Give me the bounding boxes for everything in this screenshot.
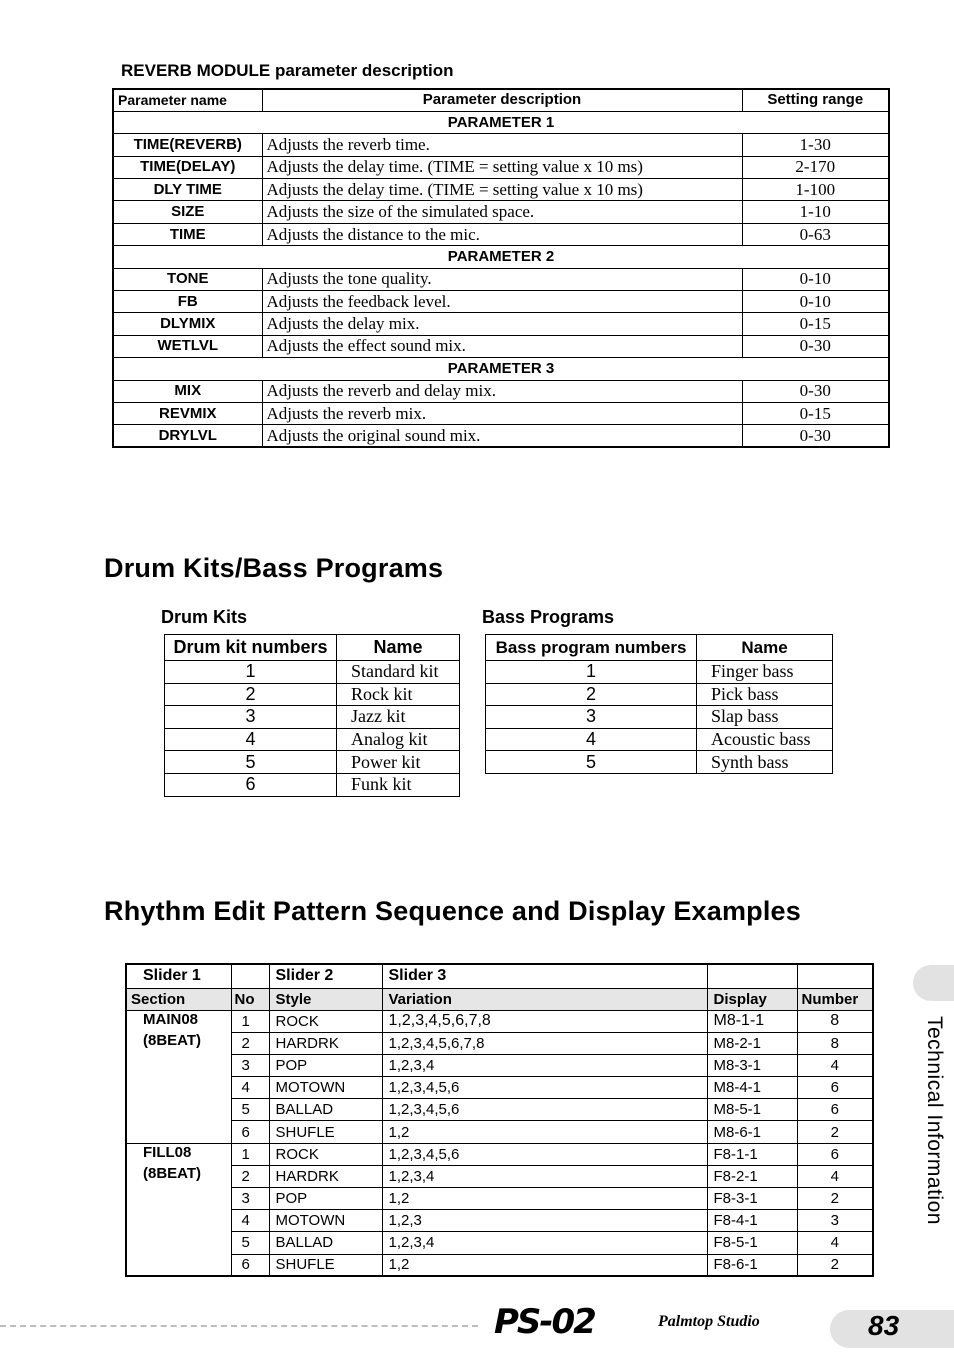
rhythm-number: 4 xyxy=(797,1054,873,1076)
parameter-name: REVMIX xyxy=(113,402,262,424)
parameter-description: Adjusts the delay time. (TIME = setting value x 10 ms) xyxy=(262,179,742,201)
bass-program-row xyxy=(486,661,833,684)
parameter-description: Adjusts the effect sound mix. xyxy=(262,335,742,357)
rhythm-number: 4 xyxy=(797,1165,873,1187)
bass-program-number: 3 xyxy=(486,706,697,729)
rhythm-variation: 1,2 xyxy=(382,1188,707,1210)
bass-program-row xyxy=(486,683,833,706)
parameter-range: 0-15 xyxy=(742,402,889,424)
rhythm-variation: 1,2,3,4 xyxy=(382,1165,707,1187)
header-bass-program-name: Name xyxy=(697,635,833,661)
bass-program-number: 1 xyxy=(486,661,697,684)
rhythm-style: MOTOWN xyxy=(269,1210,382,1232)
drum-kits-body xyxy=(165,661,460,797)
rhythm-no: 2 xyxy=(231,1165,269,1187)
header-display: Display xyxy=(707,988,797,1010)
bass-program-row xyxy=(486,706,833,729)
drum-kits-header-row xyxy=(165,635,460,661)
reverb-caption: REVERB MODULE parameter description xyxy=(121,61,454,80)
drum-kits-caption: Drum Kits xyxy=(161,607,248,627)
footer-divider xyxy=(0,1325,478,1327)
header-parameter-description: Parameter description xyxy=(262,89,742,111)
parameter-name: TONE xyxy=(113,268,262,290)
bass-programs-table xyxy=(485,634,833,774)
header-no: No xyxy=(231,988,269,1010)
rhythm-number: 6 xyxy=(797,1143,873,1165)
rhythm-variation: 1,2,3,4,5,6,7,8 xyxy=(382,1032,707,1054)
rhythm-variation: 1,2,3 xyxy=(382,1210,707,1232)
rhythm-variation: 1,2,3,4,5,6 xyxy=(382,1099,707,1121)
parameter-description: Adjusts the tone quality. xyxy=(262,268,742,290)
drum-kits-table xyxy=(164,634,460,797)
rhythm-number: 2 xyxy=(797,1188,873,1210)
parameter-name: TIME xyxy=(113,223,262,245)
rhythm-row xyxy=(126,1077,873,1099)
header-number: Number xyxy=(797,988,873,1010)
drum-kit-number: 4 xyxy=(165,728,337,751)
rhythm-column-header-row xyxy=(126,988,873,1010)
parameter-row xyxy=(113,268,889,290)
rhythm-no: 3 xyxy=(231,1188,269,1210)
parameter-group-row xyxy=(113,246,889,268)
header-drum-kit-numbers: Drum kit numbers xyxy=(165,635,337,661)
parameter-name: TIME(REVERB) xyxy=(113,134,262,156)
section-cell xyxy=(126,1210,231,1232)
section-beat: (8BEAT) xyxy=(143,1165,202,1183)
drum-kit-row xyxy=(165,683,460,706)
parameter-range: 2-170 xyxy=(742,156,889,178)
header-setting-range: Setting range xyxy=(742,89,889,111)
drum-kit-name: Jazz kit xyxy=(337,706,460,729)
parameter-description: Adjusts the original sound mix. xyxy=(262,425,742,447)
rhythm-style: POP xyxy=(269,1054,382,1076)
parameter-row xyxy=(113,156,889,178)
product-logo: PS-02 xyxy=(494,1302,595,1342)
parameter-row xyxy=(113,425,889,447)
parameter-row xyxy=(113,201,889,223)
rhythm-style: MOTOWN xyxy=(269,1077,382,1099)
rhythm-style: ROCK xyxy=(269,1143,382,1165)
rhythm-no: 1 xyxy=(231,1143,269,1165)
parameter-row xyxy=(113,380,889,402)
bass-program-name: Finger bass xyxy=(697,661,833,684)
parameter-name: FB xyxy=(113,291,262,313)
rhythm-number: 4 xyxy=(797,1232,873,1254)
rhythm-row xyxy=(126,1254,873,1276)
rhythm-no: 5 xyxy=(231,1232,269,1254)
parameter-group-row xyxy=(113,358,889,380)
header-drum-kit-name: Name xyxy=(337,635,460,661)
drum-kit-name: Standard kit xyxy=(337,661,460,684)
rhythm-style: POP xyxy=(269,1188,382,1210)
reverb-table-body xyxy=(113,111,889,447)
drum-kit-number: 1 xyxy=(165,661,337,684)
parameter-row xyxy=(113,223,889,245)
parameter-description: Adjusts the distance to the mic. xyxy=(262,223,742,245)
rhythm-style: BALLAD xyxy=(269,1232,382,1254)
section-cell xyxy=(126,1232,231,1254)
rhythm-number: 3 xyxy=(797,1210,873,1232)
parameter-row xyxy=(113,313,889,335)
rhythm-display: F8-5-1 xyxy=(707,1232,797,1254)
bass-program-row xyxy=(486,751,833,774)
drum-kit-number: 2 xyxy=(165,683,337,706)
bass-program-number: 4 xyxy=(486,728,697,751)
parameter-range: 0-30 xyxy=(742,425,889,447)
rhythm-display: M8-6-1 xyxy=(707,1121,797,1143)
rhythm-variation: 1,2,3,4 xyxy=(382,1054,707,1076)
rhythm-row xyxy=(126,1054,873,1076)
parameter-range: 0-30 xyxy=(742,335,889,357)
parameter-description: Adjusts the delay time. (TIME = setting value x 10 ms) xyxy=(262,156,742,178)
rhythm-row xyxy=(126,1099,873,1121)
rhythm-no: 2 xyxy=(231,1032,269,1054)
rhythm-variation: 1,2 xyxy=(382,1121,707,1143)
drum-kit-row xyxy=(165,728,460,751)
header-slider-3: Slider 3 xyxy=(382,964,707,988)
rhythm-row xyxy=(126,1121,873,1143)
parameter-description: Adjusts the reverb and delay mix. xyxy=(262,380,742,402)
rhythm-pattern-table xyxy=(125,963,874,1277)
rhythm-display: F8-3-1 xyxy=(707,1188,797,1210)
rhythm-row xyxy=(126,1232,873,1254)
drum-kit-number: 3 xyxy=(165,706,337,729)
section-cell xyxy=(126,1165,231,1187)
parameter-range: 0-30 xyxy=(742,380,889,402)
parameter-row xyxy=(113,134,889,156)
rhythm-no: 5 xyxy=(231,1099,269,1121)
rhythm-number: 6 xyxy=(797,1077,873,1099)
section-beat: (8BEAT) xyxy=(143,1032,202,1050)
parameter-name: DLY TIME xyxy=(113,179,262,201)
parameter-name: WETLVL xyxy=(113,335,262,357)
rhythm-row xyxy=(126,1010,873,1032)
parameter-name: MIX xyxy=(113,380,262,402)
rhythm-row xyxy=(126,1143,873,1165)
parameter-group-title: PARAMETER 1 xyxy=(113,111,889,133)
rhythm-display: F8-2-1 xyxy=(707,1165,797,1187)
bass-program-name: Slap bass xyxy=(697,706,833,729)
parameter-group-title: PARAMETER 3 xyxy=(113,358,889,380)
drum-kit-name: Funk kit xyxy=(337,773,460,796)
rhythm-variation: 1,2,3,4 xyxy=(382,1232,707,1254)
drum-kit-row xyxy=(165,773,460,796)
parameter-row xyxy=(113,335,889,357)
parameter-name: SIZE xyxy=(113,201,262,223)
reverb-header-row xyxy=(113,89,889,111)
header-section: Section xyxy=(126,988,231,1010)
rhythm-no: 6 xyxy=(231,1121,269,1143)
rhythm-no: 1 xyxy=(231,1010,269,1032)
rhythm-display: F8-6-1 xyxy=(707,1254,797,1276)
rhythm-slider-header-row xyxy=(126,964,873,988)
parameter-description: Adjusts the size of the simulated space. xyxy=(262,201,742,223)
rhythm-style: SHUFLE xyxy=(269,1254,382,1276)
page-number: 83 xyxy=(868,1310,900,1341)
parameter-name: TIME(DELAY) xyxy=(113,156,262,178)
parameter-range: 0-15 xyxy=(742,313,889,335)
bass-programs-header-row xyxy=(486,635,833,661)
header-empty-cell xyxy=(231,964,269,988)
parameter-row xyxy=(113,179,889,201)
parameter-range: 1-10 xyxy=(742,201,889,223)
parameter-range: 0-10 xyxy=(742,291,889,313)
section-cell xyxy=(126,1010,231,1032)
parameter-name: DLYMIX xyxy=(113,313,262,335)
rhythm-table-body xyxy=(126,1010,873,1276)
rhythm-variation: 1,2,3,4,5,6,7,8 xyxy=(382,1010,707,1032)
header-slider-1: Slider 1 xyxy=(143,967,201,985)
rhythm-style: ROCK xyxy=(269,1010,382,1032)
rhythm-style: HARDRK xyxy=(269,1165,382,1187)
section-name: FILL08 xyxy=(143,1143,192,1161)
rhythm-display: M8-1-1 xyxy=(707,1010,797,1032)
drum-kit-number: 5 xyxy=(165,751,337,774)
rhythm-display: M8-4-1 xyxy=(707,1077,797,1099)
parameter-description: Adjusts the reverb time. xyxy=(262,134,742,156)
section-name: MAIN08 xyxy=(143,1010,199,1028)
bass-program-name: Acoustic bass xyxy=(697,728,833,751)
drum-bass-section-title: Drum Kits/Bass Programs xyxy=(104,553,444,583)
drum-kit-row xyxy=(165,706,460,729)
rhythm-section-title: Rhythm Edit Pattern Sequence and Display Examples xyxy=(104,896,801,926)
drum-kit-row xyxy=(165,751,460,774)
section-cell xyxy=(126,1032,231,1054)
rhythm-variation: 1,2,3,4,5,6 xyxy=(382,1077,707,1099)
side-tab-label: Technical Information xyxy=(923,1016,946,1225)
header-variation: Variation xyxy=(382,988,707,1010)
header-style: Style xyxy=(269,988,382,1010)
parameter-description: Adjusts the reverb mix. xyxy=(262,402,742,424)
parameter-range: 1-30 xyxy=(742,134,889,156)
rhythm-number: 2 xyxy=(797,1254,873,1276)
rhythm-row xyxy=(126,1210,873,1232)
rhythm-variation: 1,2 xyxy=(382,1254,707,1276)
rhythm-no: 4 xyxy=(231,1210,269,1232)
rhythm-row xyxy=(126,1188,873,1210)
header-parameter-name: Parameter name xyxy=(113,89,262,111)
parameter-range: 0-10 xyxy=(742,268,889,290)
parameter-description: Adjusts the delay mix. xyxy=(262,313,742,335)
rhythm-no: 6 xyxy=(231,1254,269,1276)
parameter-group-row xyxy=(113,111,889,133)
rhythm-display: F8-1-1 xyxy=(707,1143,797,1165)
section-cell xyxy=(126,1077,231,1099)
rhythm-display: M8-2-1 xyxy=(707,1032,797,1054)
parameter-name: DRYLVL xyxy=(113,425,262,447)
parameter-description: Adjusts the feedback level. xyxy=(262,291,742,313)
bass-program-name: Pick bass xyxy=(697,683,833,706)
drum-kit-name: Power kit xyxy=(337,751,460,774)
parameter-group-title: PARAMETER 2 xyxy=(113,246,889,268)
rhythm-display: F8-4-1 xyxy=(707,1210,797,1232)
rhythm-row xyxy=(126,1032,873,1054)
rhythm-number: 2 xyxy=(797,1121,873,1143)
bass-program-name: Synth bass xyxy=(697,751,833,774)
rhythm-style: BALLAD xyxy=(269,1099,382,1121)
rhythm-row xyxy=(126,1165,873,1187)
parameter-range: 1-100 xyxy=(742,179,889,201)
header-slider-2: Slider 2 xyxy=(269,964,382,988)
header-empty-cell xyxy=(707,964,797,988)
section-cell xyxy=(126,1188,231,1210)
header-empty-cell xyxy=(797,964,873,988)
section-cell xyxy=(126,1143,231,1165)
reverb-parameter-table xyxy=(112,88,890,448)
parameter-row xyxy=(113,402,889,424)
parameter-row xyxy=(113,291,889,313)
bass-program-number: 5 xyxy=(486,751,697,774)
rhythm-no: 4 xyxy=(231,1077,269,1099)
rhythm-style: SHUFLE xyxy=(269,1121,382,1143)
section-cell xyxy=(126,1054,231,1076)
rhythm-number: 6 xyxy=(797,1099,873,1121)
drum-kit-row xyxy=(165,661,460,684)
section-cell xyxy=(126,1254,231,1276)
rhythm-number: 8 xyxy=(797,1010,873,1032)
drum-kit-name: Rock kit xyxy=(337,683,460,706)
bass-program-row xyxy=(486,728,833,751)
section-cell xyxy=(126,1121,231,1143)
bass-program-number: 2 xyxy=(486,683,697,706)
bass-programs-caption: Bass Programs xyxy=(482,607,615,627)
parameter-range: 0-63 xyxy=(742,223,889,245)
side-tab-marker xyxy=(913,965,954,1001)
bass-programs-body xyxy=(486,661,833,774)
rhythm-number: 8 xyxy=(797,1032,873,1054)
header-bass-program-numbers: Bass program numbers xyxy=(486,635,697,661)
section-cell xyxy=(126,1099,231,1121)
rhythm-variation: 1,2,3,4,5,6 xyxy=(382,1143,707,1165)
rhythm-display: M8-3-1 xyxy=(707,1054,797,1076)
rhythm-no: 3 xyxy=(231,1054,269,1076)
drum-kit-name: Analog kit xyxy=(337,728,460,751)
rhythm-display: M8-5-1 xyxy=(707,1099,797,1121)
drum-kit-number: 6 xyxy=(165,773,337,796)
rhythm-style: HARDRK xyxy=(269,1032,382,1054)
product-subtitle: Palmtop Studio xyxy=(658,1313,760,1330)
